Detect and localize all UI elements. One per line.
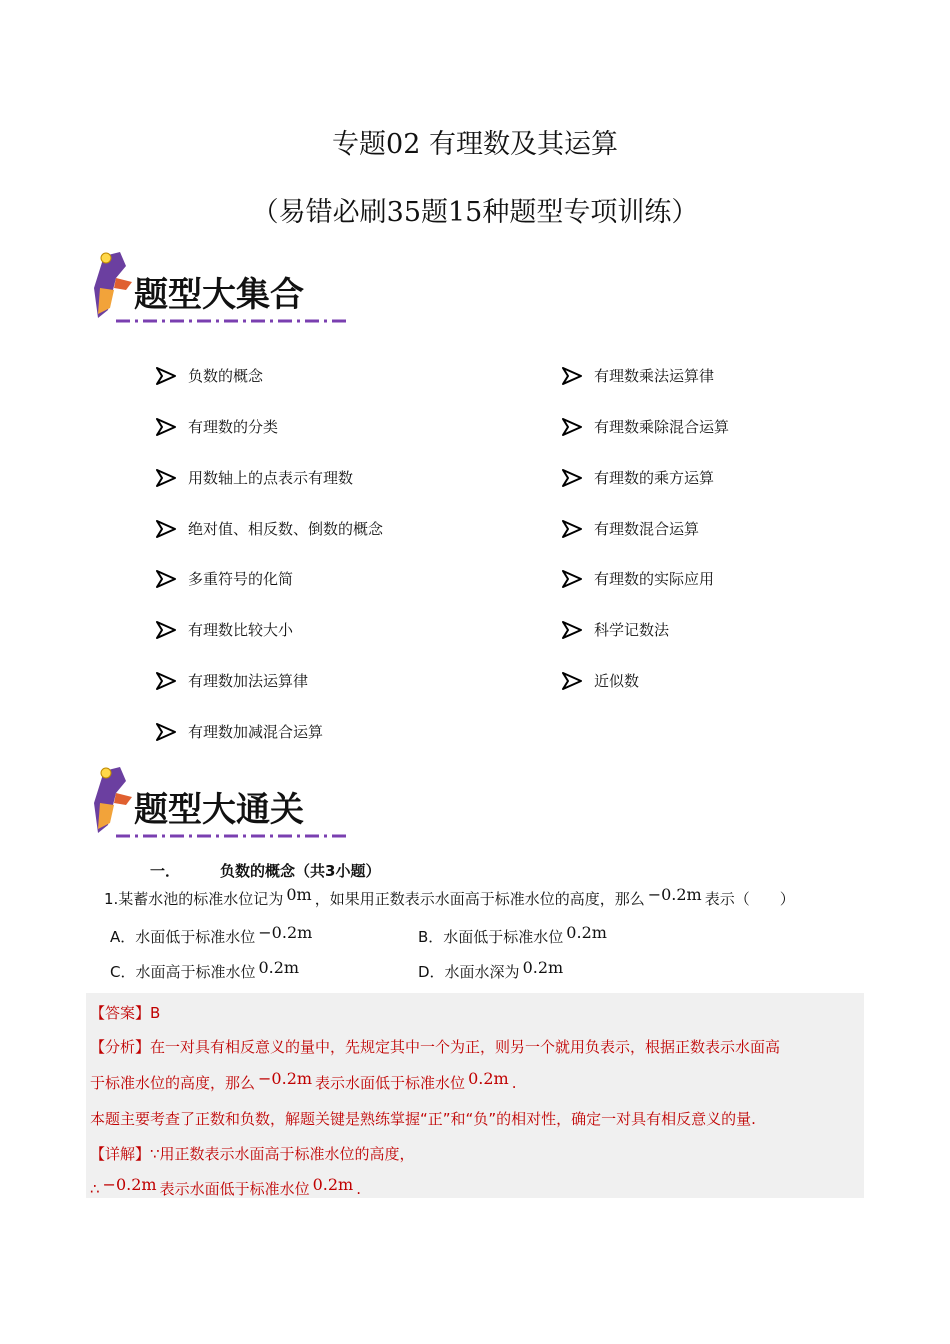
analysis-text: 于标准水位的高度，那么 — [90, 1074, 256, 1092]
detail-line — [90, 1175, 361, 1199]
math-value: 0.2m — [566, 923, 607, 942]
math-value: −0.2m — [102, 1175, 157, 1194]
analysis-line: 本题主要考查了正数和负数，解题关键是熟练掌握“正”和“负”的相对性，确定一对具有相反意义的量. — [90, 1110, 756, 1128]
section-title: 负数的概念（共 — [220, 862, 326, 880]
answer-panel — [86, 993, 864, 1198]
option-a[interactable] — [110, 923, 315, 947]
topic-label: 有理数比较大小 — [188, 621, 294, 639]
topic-label: 科学记数法 — [594, 621, 670, 639]
option-d[interactable] — [418, 958, 566, 982]
arrow-bullet-icon — [156, 621, 176, 639]
banner-topics — [86, 248, 356, 328]
arrow-bullet-icon — [562, 672, 582, 690]
banner-title: 题型大集合 — [134, 275, 304, 315]
topic-label: 有理数乘法运算律 — [594, 367, 715, 385]
wizard-icon — [94, 252, 132, 318]
detail-text: 表示水面低于标准水位 — [159, 1180, 310, 1198]
analysis-text: 表示水面低于标准水位 — [315, 1074, 466, 1092]
math-value: 0.2m — [258, 958, 300, 977]
topic-label: 有理数的分类 — [188, 418, 279, 436]
option-label: A．水面低于标准水位 — [110, 928, 256, 946]
question-text: 表示（ ） — [704, 890, 795, 908]
arrow-bullet-icon — [562, 570, 582, 588]
topic-label: 有理数加减混合运算 — [188, 723, 324, 741]
arrow-bullet-icon — [156, 367, 176, 385]
topic-label: 多重符号的化简 — [188, 570, 294, 588]
math-value: 0.2m — [312, 1175, 354, 1194]
question-text: 1.某蓄水池的标准水位记为 — [104, 890, 284, 908]
math-value: −0.2m — [258, 923, 313, 942]
topic-item — [156, 365, 263, 386]
math-value: −0.2m — [258, 1069, 313, 1088]
section-unit: 小题） — [335, 862, 381, 880]
option-label: B．水面低于标准水位 — [418, 928, 564, 946]
topic-item — [156, 416, 278, 437]
arrow-bullet-icon — [562, 469, 582, 487]
topic-item — [562, 619, 669, 640]
topic-label: 近似数 — [594, 672, 640, 690]
analysis-line: 【分析】在一对具有相反意义的量中，先规定其中一个为正，则另一个就用负表示，根据正数表示水面高 — [90, 1038, 781, 1056]
detail-text: . — [356, 1180, 361, 1198]
topic-item — [562, 670, 639, 691]
topic-label: 有理数加法运算律 — [188, 672, 309, 690]
section-count: 3 — [325, 862, 336, 880]
arrow-bullet-icon — [156, 469, 176, 487]
analysis-line — [90, 1069, 517, 1093]
topic-item — [562, 416, 729, 437]
topic-item — [156, 721, 323, 742]
arrow-bullet-icon — [562, 367, 582, 385]
math-value: 0.2m — [522, 958, 564, 977]
topic-item — [562, 518, 699, 539]
topic-item — [562, 568, 714, 589]
arrow-bullet-icon — [562, 621, 582, 639]
arrow-bullet-icon — [156, 418, 176, 436]
section-heading — [150, 860, 380, 881]
topic-item — [562, 467, 714, 488]
topic-label: 有理数混合运算 — [594, 520, 700, 538]
banner-title: 题型大通关 — [134, 790, 304, 830]
section-number: 一． — [150, 862, 181, 880]
arrow-bullet-icon — [156, 570, 176, 588]
option-b[interactable] — [418, 923, 610, 947]
option-c[interactable] — [110, 958, 302, 982]
page-title: 专题02 有理数及其运算 — [332, 129, 618, 160]
detail-text: ∴ — [90, 1180, 100, 1198]
arrow-bullet-icon — [156, 723, 176, 741]
topic-item — [156, 619, 293, 640]
option-label: D．水面水深为 — [418, 963, 520, 981]
topic-label: 有理数的实际应用 — [594, 570, 715, 588]
question-text: ，如果用正数表示水面高于标准水位的高度，那么 — [314, 890, 645, 908]
topic-label: 用数轴上的点表示有理数 — [188, 469, 354, 487]
option-label: C．水面高于标准水位 — [110, 963, 256, 981]
analysis-text: . — [511, 1074, 517, 1092]
topic-item — [562, 365, 714, 386]
topic-label: 有理数的乘方运算 — [594, 469, 715, 487]
topic-item — [156, 467, 353, 488]
topic-item — [156, 518, 383, 539]
question-stem — [104, 885, 795, 909]
arrow-bullet-icon — [562, 520, 582, 538]
topic-label: 负数的概念 — [188, 367, 264, 385]
math-value: 0.2m — [468, 1069, 509, 1088]
answer-line: 【答案】B — [90, 1004, 161, 1022]
topic-label: 有理数乘除混合运算 — [594, 418, 730, 436]
arrow-bullet-icon — [562, 418, 582, 436]
math-value: 0m — [286, 885, 312, 904]
topic-item — [156, 670, 308, 691]
page-subtitle: （易错必刷35题15种题型专项训练） — [251, 197, 699, 228]
banner-practice — [86, 763, 356, 843]
arrow-bullet-icon — [156, 520, 176, 538]
detail-line: 【详解】∵用正数表示水面高于标准水位的高度， — [90, 1145, 415, 1163]
topic-label: 绝对值、相反数、倒数的概念 — [188, 520, 384, 538]
topic-item — [156, 568, 293, 589]
math-value: −0.2m — [647, 885, 702, 904]
arrow-bullet-icon — [156, 672, 176, 690]
wizard-icon — [94, 767, 132, 833]
